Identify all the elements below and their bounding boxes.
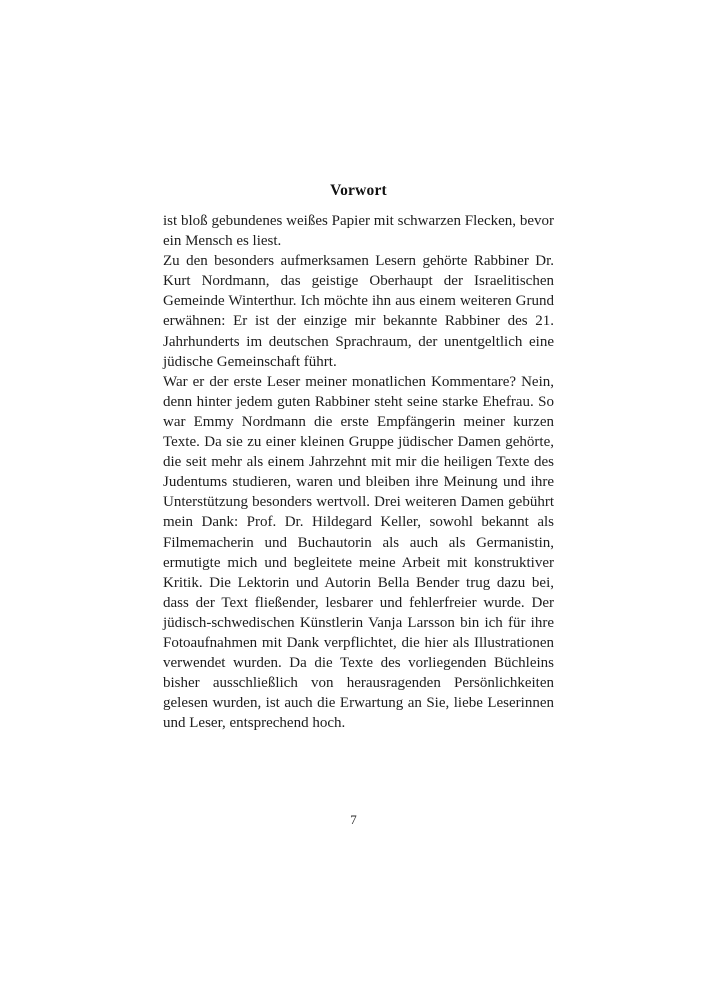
paragraph: War er der erste Leser meiner monatlichen Kommentare? Nein, denn hinter jedem guten Rabbiner steht seine starke Ehefrau. So war Emmy Nordmann die erste Empfängerin meiner kurzen Texte. Da sie zu einer kleinen Gruppe jüdischer Damen gehörte, die seit mehr als einem Jahrzehnt mit mir die heiligen Texte des Judentums studieren, waren und bleiben ihre Meinung und ihre Unterstützung besonders wertvoll. Drei weiteren Damen gebührt mein Dank: Prof. Dr. Hildegard Keller, sowohl bekannt als Filmemacherin und Buchautorin als auch als Germanistin, ermutigte mich und begleitete meine Arbeit mit konstruktiver Kritik. Die Lektorin und Autorin Bella Bender trug dazu bei, dass der Text fließender, lesbarer und fehlerfreier wurde. Der jüdisch-schwedischen Künstlerin Vanja Larsson bin ich für ihre Fotoaufnahmen mit Dank verpflichtet, die hier als Illustrationen verwendet wurden. Da die Texte des vorliegenden Büchleins bisher ausschließlich von herausragenden Persönlichkeiten gelesen wurden, ist auch die Erwartung an Sie, liebe Leserinnen und Leser, entsprechend hoch. [163, 373, 554, 732]
text-column [163, 182, 554, 733]
paragraph: ist bloß gebundenes weißes Papier mit schwarzen Flecken, bevor ein Mensch es liest. [163, 213, 554, 250]
page-number: 7 [350, 812, 357, 827]
page-title: Vorwort [330, 182, 387, 199]
paragraph: Zu den besonders aufmerksamen Lesern gehörte Rabbiner Dr. Kurt Nordmann, das geistige Oberhaupt der Israelitischen Gemeinde Winterthur. Ich möchte ihn aus einem weiteren Grund erwähnen: Er ist der einzige mir bekannte Rabbiner des 21. Jahrhunderts im deutschen Sprachraum, der unentgeltlich eine jüdische Gemeinschaft führt. [163, 253, 554, 370]
